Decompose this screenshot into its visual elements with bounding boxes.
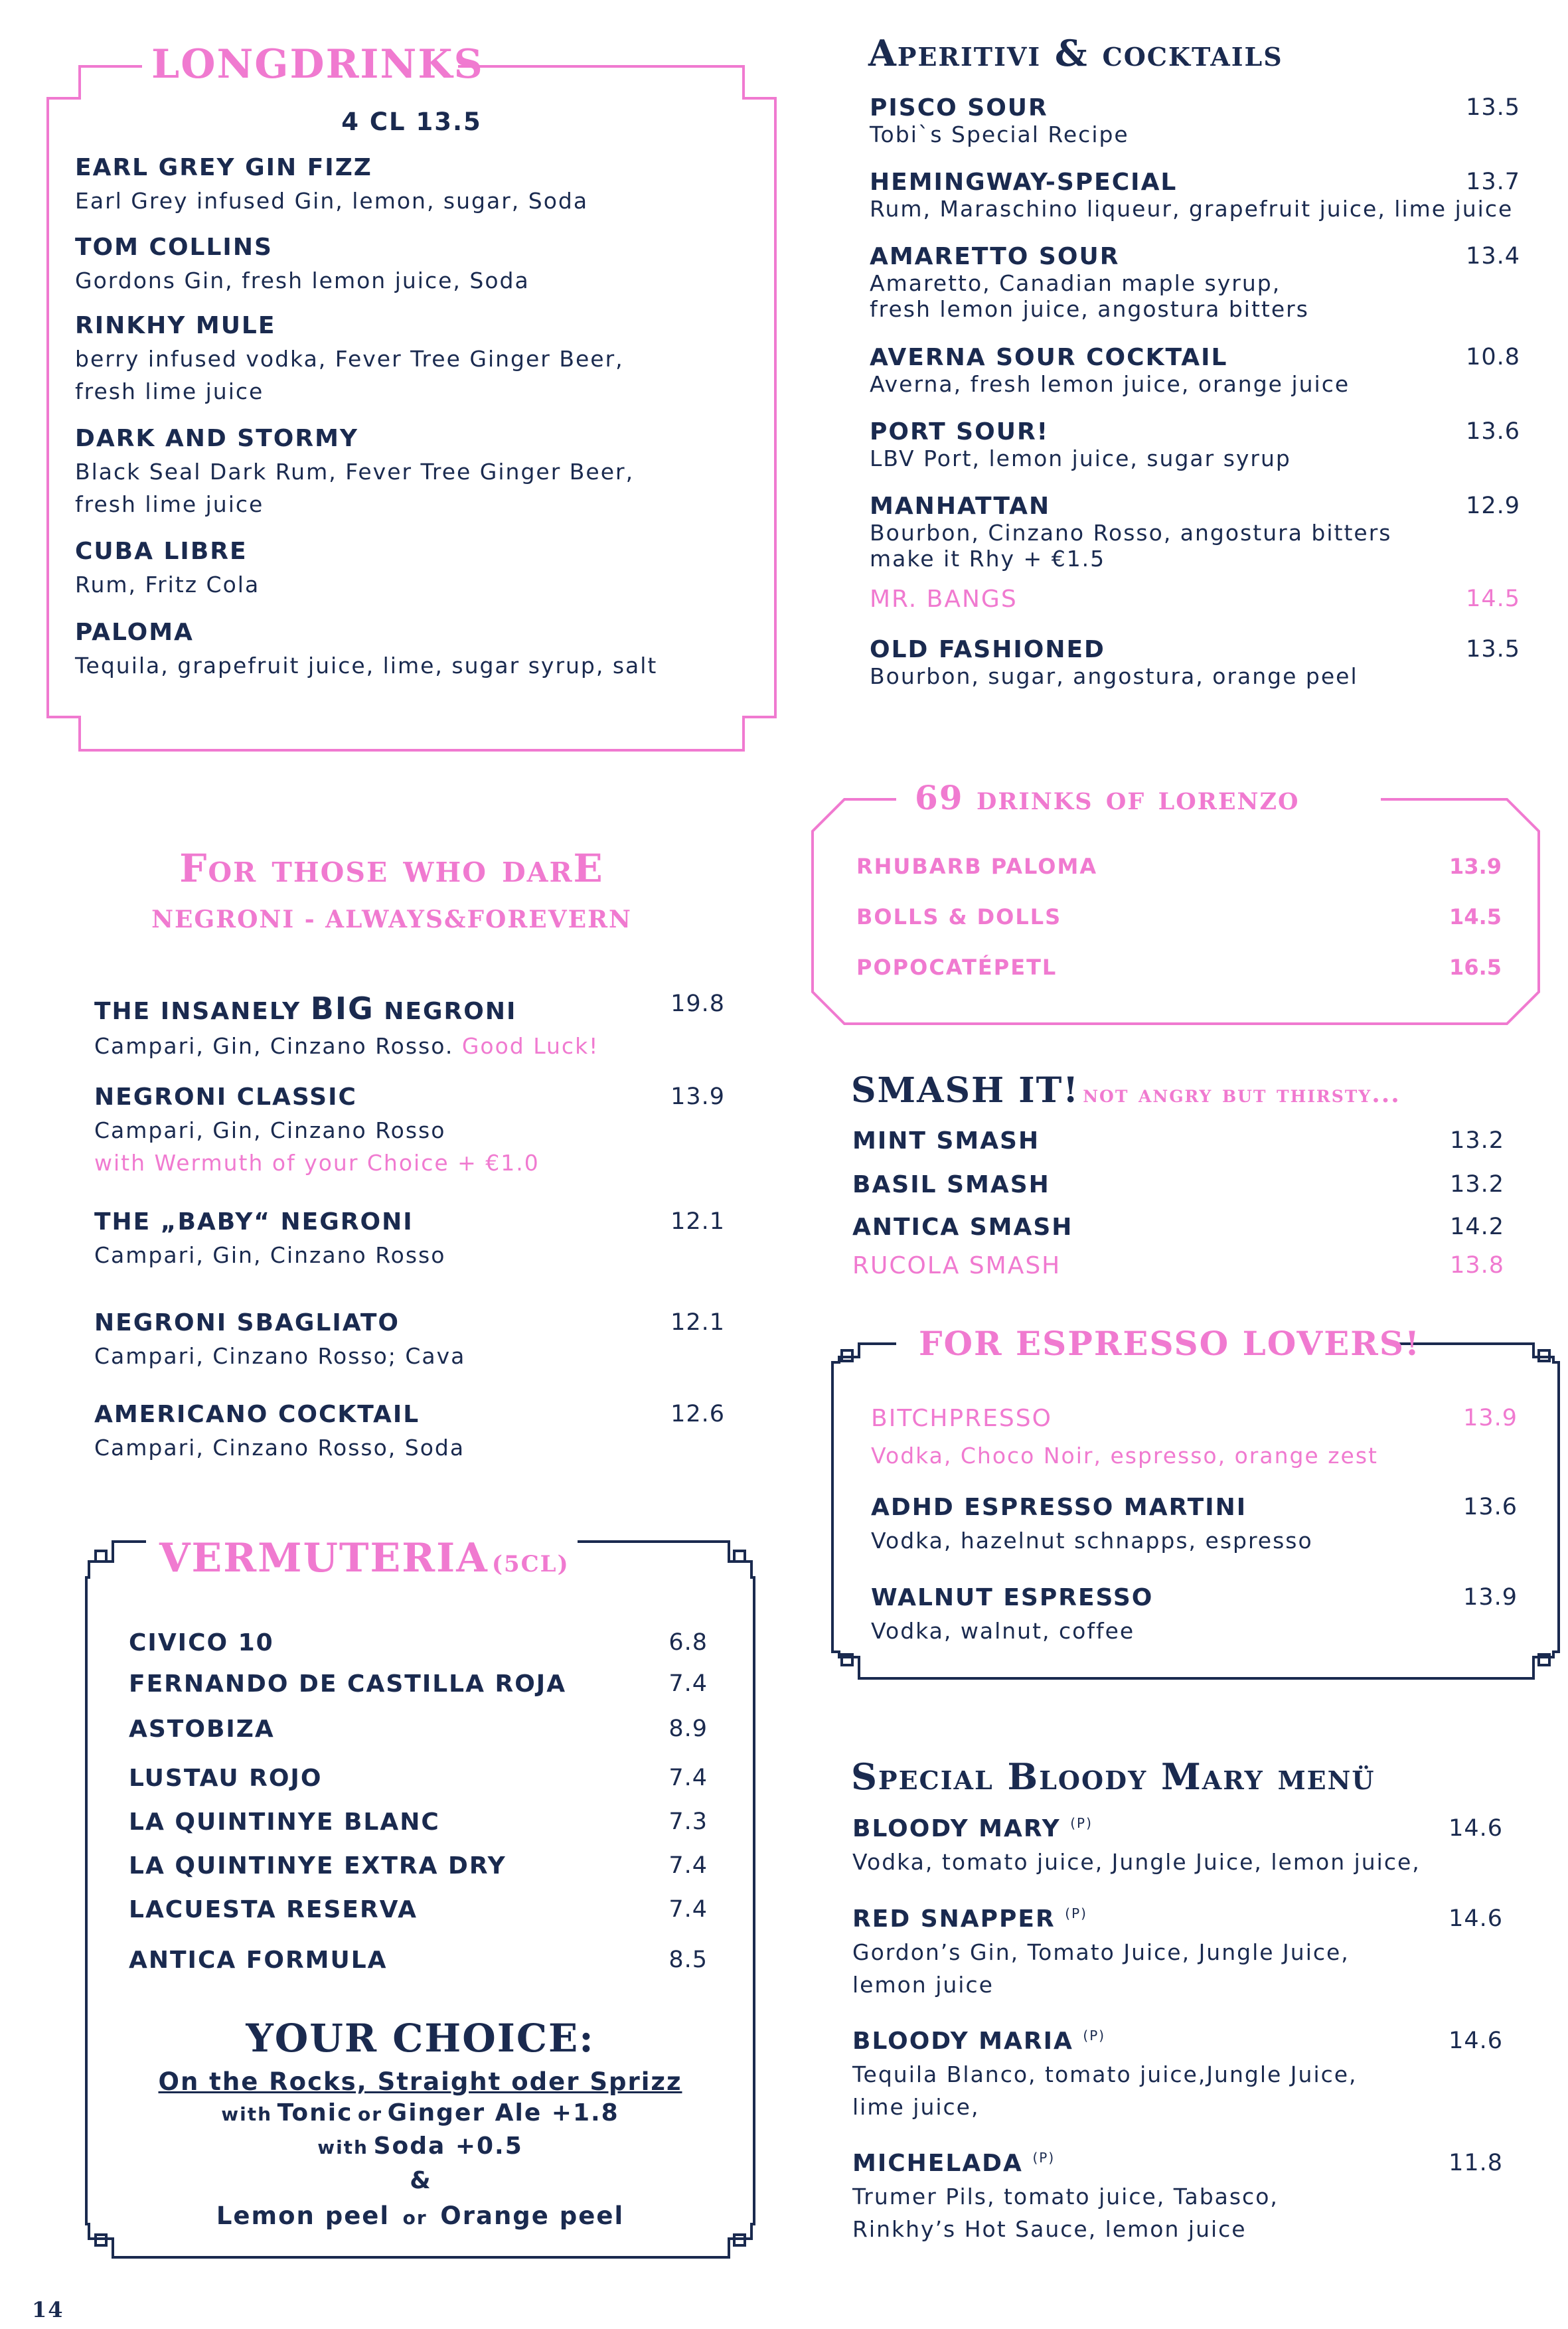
tonic-option: Tonic bbox=[277, 2099, 353, 2127]
smash-item-name: ANTICA SMASH bbox=[852, 1214, 1073, 1241]
item-price: 13.6 bbox=[1466, 418, 1520, 445]
vermut-item-name: ASTOBIZA bbox=[129, 1716, 275, 1743]
item-desc: Bourbon, sugar, angostura, orange peel bbox=[870, 663, 1358, 689]
item-tag: (P) bbox=[1083, 2028, 1106, 2044]
item-price: 14.5 bbox=[1466, 586, 1520, 612]
item-desc: with Wermuth of your Choice + €1.0 bbox=[94, 1150, 540, 1176]
item-price: 13.9 bbox=[1463, 1405, 1518, 1431]
item-price: 12.1 bbox=[670, 1208, 725, 1235]
vermut-item-name: LUSTAU ROJO bbox=[129, 1765, 323, 1792]
vermut-item-price: 6.8 bbox=[668, 1629, 708, 1656]
vermut-item-price: 7.4 bbox=[668, 1896, 708, 1923]
item-price: 19.8 bbox=[670, 991, 725, 1017]
item-name: ADHD ESPRESSO MARTINI bbox=[871, 1494, 1247, 1521]
vermut-item-name: LA QUINTINYE EXTRA DRY bbox=[129, 1852, 507, 1880]
item-name: PORT SOUR! bbox=[870, 418, 1050, 445]
smash-item-name: MINT SMASH bbox=[852, 1127, 1040, 1155]
page-number: 14 bbox=[32, 2297, 64, 2322]
item-name: BITCHPRESSO bbox=[871, 1405, 1052, 1432]
bloody-item bbox=[852, 1905, 1350, 1998]
item-desc: Campari, Cinzano Rosso; Cava bbox=[94, 1343, 466, 1369]
espresso-title: FOR ESPRESSO LOVERS! bbox=[919, 1324, 1421, 1363]
vermut-item-price: 8.5 bbox=[668, 1947, 708, 1973]
smash-item-name: BASIL SMASH bbox=[852, 1171, 1050, 1198]
item-name: CUBA LIBRE bbox=[75, 538, 248, 565]
item-desc: lemon juice bbox=[852, 1972, 994, 1998]
item-name bbox=[852, 1815, 1421, 1842]
name-text: MICHELADA bbox=[852, 2150, 1023, 2177]
smash-item-name: RUCOLA SMASH bbox=[852, 1252, 1061, 1279]
item-name: DARK AND STORMY bbox=[75, 425, 359, 452]
cocktail-item bbox=[870, 418, 1291, 471]
item-name: PALOMA bbox=[75, 619, 194, 646]
vermut-item-name: CIVICO 10 bbox=[129, 1629, 274, 1656]
longdrink-item bbox=[75, 234, 530, 293]
desc-pink: Good Luck! bbox=[461, 1033, 599, 1059]
vermut-item-price: 7.4 bbox=[668, 1670, 708, 1697]
longdrink-item bbox=[75, 312, 624, 404]
item-price: 14.6 bbox=[1449, 1815, 1503, 1842]
name-text: BLOODY MARY bbox=[852, 1815, 1061, 1842]
vermuteria-size: (5CL) bbox=[491, 1551, 570, 1577]
item-desc: Amaretto, Canadian maple syrup, bbox=[870, 270, 1281, 296]
vermut-item-name: ANTICA FORMULA bbox=[129, 1947, 388, 1974]
item-price: 14.6 bbox=[1449, 1905, 1503, 1932]
longdrinks-subtitle: 4 CL 13.5 bbox=[341, 108, 482, 136]
espresso-item bbox=[871, 1405, 1378, 1469]
longdrink-item bbox=[75, 154, 588, 214]
smash-header bbox=[851, 1070, 1401, 1111]
item-price: 14.6 bbox=[1449, 2028, 1503, 2054]
item-tag: (P) bbox=[1065, 1905, 1087, 1921]
item-desc: make it Rhy + €1.5 bbox=[870, 546, 1106, 572]
item-price: 12.9 bbox=[1466, 493, 1520, 519]
item-desc: Vodka, hazelnut schnapps, espresso bbox=[871, 1528, 1313, 1554]
smash-item-price: 13.8 bbox=[1450, 1252, 1504, 1279]
choice-serve-options: On the Rocks, Straight oder Sprizz bbox=[158, 2067, 682, 2096]
with-label: with bbox=[317, 2136, 368, 2158]
vermut-item-name: FERNANDO DE CASTILLA ROJA bbox=[129, 1670, 567, 1698]
item-name: NEGRONI CLASSIC bbox=[94, 1084, 357, 1111]
cocktail-item bbox=[870, 243, 1309, 322]
item-desc: fresh lime juice bbox=[75, 378, 264, 404]
item-desc: Trumer Pils, tomato juice, Tabasco, bbox=[852, 2184, 1279, 2209]
item-desc: Rinkhy’s Hot Sauce, lemon juice bbox=[852, 2216, 1247, 2242]
item-desc bbox=[94, 1033, 599, 1059]
item-desc: Averna, fresh lemon juice, orange juice bbox=[870, 371, 1350, 397]
bloody-item bbox=[852, 2150, 1279, 2242]
item-tag: (P) bbox=[1032, 2150, 1056, 2166]
item-name: PISCO SOUR bbox=[870, 94, 1048, 121]
vermuteria-header bbox=[159, 1535, 570, 1581]
item-desc: berry infused vodka, Fever Tree Ginger Beer, bbox=[75, 346, 624, 372]
item-desc: fresh lime juice bbox=[75, 491, 264, 517]
name-big: BIG bbox=[310, 991, 374, 1026]
item-desc: Campari, Gin, Cinzano Rosso bbox=[94, 1117, 446, 1143]
lorenzo-item-name: RHUBARB PALOMA bbox=[856, 854, 1098, 879]
name-part: THE INSANELY bbox=[94, 998, 311, 1025]
item-desc: LBV Port, lemon juice, sugar syrup bbox=[870, 445, 1291, 471]
item-name: AMARETTO SOUR bbox=[870, 243, 1120, 270]
ginger-option: Ginger Ale +1.8 bbox=[387, 2099, 619, 2127]
item-name: OLD FASHIONED bbox=[870, 636, 1105, 663]
cocktail-item bbox=[870, 344, 1350, 397]
item-desc: fresh lemon juice, angostura bitters bbox=[870, 296, 1309, 322]
item-price: 12.6 bbox=[670, 1401, 725, 1427]
longdrink-item bbox=[75, 425, 634, 517]
bloody-title: Special Bloody Mary menü bbox=[851, 1755, 1375, 1798]
item-desc: Campari, Gin, Cinzano Rosso bbox=[94, 1242, 446, 1268]
cocktail-item bbox=[870, 586, 1018, 613]
smash-item-price: 13.2 bbox=[1450, 1171, 1504, 1198]
negroni-item bbox=[94, 1084, 540, 1176]
item-name: TOM COLLINS bbox=[75, 234, 273, 261]
item-price: 11.8 bbox=[1449, 2150, 1503, 2176]
with-label: with bbox=[221, 2103, 273, 2125]
choice-soda-line bbox=[86, 2132, 754, 2160]
longdrinks-title: LONGDRINKS bbox=[151, 41, 484, 88]
item-desc: Vodka, walnut, coffee bbox=[871, 1618, 1135, 1644]
lorenzo-title: 69 drinks of lorenzo bbox=[915, 778, 1300, 817]
item-name: RINKHY MULE bbox=[75, 312, 276, 339]
bloody-item bbox=[852, 1815, 1421, 1875]
choice-peel-line bbox=[86, 2202, 754, 2230]
choice-mixer-line bbox=[86, 2099, 754, 2127]
smash-item-price: 13.2 bbox=[1450, 1127, 1504, 1154]
item-name: EARL GREY GIN FIZZ bbox=[75, 154, 372, 181]
vermut-item-price: 8.9 bbox=[668, 1716, 708, 1742]
soda-option: Soda +0.5 bbox=[373, 2132, 523, 2160]
cocktail-item bbox=[870, 94, 1129, 147]
item-desc: Gordon’s Gin, Tomato Juice, Jungle Juice, bbox=[852, 1939, 1350, 1965]
item-name bbox=[852, 2150, 1279, 2177]
lorenzo-item-price: 16.5 bbox=[1449, 955, 1502, 980]
item-desc: Campari, Cinzano Rosso, Soda bbox=[94, 1435, 465, 1461]
item-desc: Bourbon, Cinzano Rosso, angostura bitters bbox=[870, 520, 1392, 546]
lorenzo-item-price: 13.9 bbox=[1449, 854, 1502, 879]
item-desc: Tequila, grapefruit juice, lime, sugar syrup, salt bbox=[75, 653, 658, 679]
orange-option: Orange peel bbox=[440, 2202, 625, 2230]
item-price: 13.9 bbox=[1463, 1584, 1518, 1611]
cocktail-item bbox=[870, 493, 1391, 572]
item-desc: Vodka, Choco Noir, espresso, orange zest bbox=[871, 1443, 1378, 1469]
item-desc: Black Seal Dark Rum, Fever Tree Ginger Beer, bbox=[75, 459, 635, 485]
item-desc: Rum, Fritz Cola bbox=[75, 572, 260, 598]
lorenzo-item-name: POPOCATÉPETL bbox=[856, 955, 1058, 980]
longdrink-item bbox=[75, 619, 657, 679]
item-name bbox=[852, 1905, 1350, 1933]
smash-item-price: 14.2 bbox=[1450, 1214, 1504, 1240]
smash-tagline: not angry but thirsty... bbox=[1083, 1080, 1401, 1108]
item-name: MANHATTAN bbox=[870, 493, 1051, 520]
cocktail-item bbox=[870, 636, 1358, 689]
name-text: BLOODY MARIA bbox=[852, 2028, 1073, 2055]
negroni-title: For those who darE bbox=[179, 846, 604, 891]
item-name bbox=[852, 2028, 1358, 2055]
item-name: THE „BABY“ NEGRONI bbox=[94, 1208, 414, 1236]
item-desc: Earl Grey infused Gin, lemon, sugar, Soda bbox=[75, 188, 589, 214]
item-desc: Gordons Gin, fresh lemon juice, Soda bbox=[75, 268, 530, 293]
negroni-item bbox=[94, 1401, 465, 1461]
item-name bbox=[94, 991, 599, 1026]
espresso-item bbox=[871, 1494, 1313, 1554]
desc-part: Campari, Gin, Cinzano Rosso. bbox=[94, 1033, 462, 1059]
item-price: 13.5 bbox=[1466, 636, 1520, 663]
lorenzo-item-name: BOLLS & DOLLS bbox=[856, 904, 1062, 929]
item-price: 13.7 bbox=[1466, 169, 1520, 195]
vermuteria-title: VERMUTERIA bbox=[159, 1535, 489, 1581]
item-desc: Vodka, tomato juice, Jungle Juice, lemon juice, bbox=[852, 1849, 1421, 1875]
item-price: 13.6 bbox=[1463, 1494, 1518, 1520]
vermut-item-price: 7.4 bbox=[668, 1852, 708, 1879]
negroni-item bbox=[94, 1208, 445, 1268]
vermut-item-name: LA QUINTINYE BLANC bbox=[129, 1808, 440, 1836]
or-label: or bbox=[402, 2207, 428, 2229]
lorenzo-item-price: 14.5 bbox=[1449, 904, 1502, 929]
item-price: 13.5 bbox=[1466, 94, 1520, 121]
ampersand: & bbox=[410, 2167, 431, 2194]
item-desc: Rum, Maraschino liqueur, grapefruit juice, lime juice bbox=[870, 196, 1514, 222]
smash-title: SMASH IT! bbox=[851, 1070, 1080, 1111]
negroni-item bbox=[94, 991, 599, 1059]
item-name: NEGRONI SBAGLIATO bbox=[94, 1309, 400, 1336]
item-price: 13.9 bbox=[670, 1084, 725, 1110]
name-text: RED SNAPPER bbox=[852, 1905, 1056, 1933]
item-price: 10.8 bbox=[1466, 344, 1520, 370]
item-price: 12.1 bbox=[670, 1309, 725, 1336]
item-name: AMERICANO COCKTAIL bbox=[94, 1401, 420, 1428]
longdrink-item bbox=[75, 538, 260, 598]
item-name: WALNUT ESPRESSO bbox=[871, 1584, 1154, 1611]
vermut-item-name: LACUESTA RESERVA bbox=[129, 1896, 418, 1923]
negroni-item bbox=[94, 1309, 465, 1369]
item-name: HEMINGWAY-SPECIAL bbox=[870, 169, 1178, 196]
bloody-item bbox=[852, 2028, 1358, 2120]
name-part: NEGRONI bbox=[374, 998, 517, 1025]
item-desc: Tequila Blanco, tomato juice,Jungle Juice, bbox=[852, 2061, 1358, 2087]
lemon-option: Lemon peel bbox=[216, 2202, 390, 2230]
espresso-item bbox=[871, 1584, 1153, 1644]
item-name: MR. BANGS bbox=[870, 586, 1018, 613]
or-label: or bbox=[358, 2103, 383, 2125]
item-desc: lime juice, bbox=[852, 2094, 980, 2120]
item-price: 13.4 bbox=[1466, 243, 1520, 270]
item-name: AVERNA SOUR COCKTAIL bbox=[870, 344, 1228, 371]
item-tag: (P) bbox=[1070, 1815, 1093, 1831]
vermut-item-price: 7.4 bbox=[668, 1765, 708, 1791]
vermut-item-price: 7.3 bbox=[668, 1808, 708, 1835]
aperitivi-title: Aperitivi & cocktails bbox=[868, 32, 1283, 74]
negroni-subtitle: NEGRONI - ALWAYS&FOREVERN bbox=[151, 906, 632, 933]
item-desc: Tobi`s Special Recipe bbox=[870, 121, 1129, 147]
choice-title: YOUR CHOICE: bbox=[246, 2016, 595, 2061]
